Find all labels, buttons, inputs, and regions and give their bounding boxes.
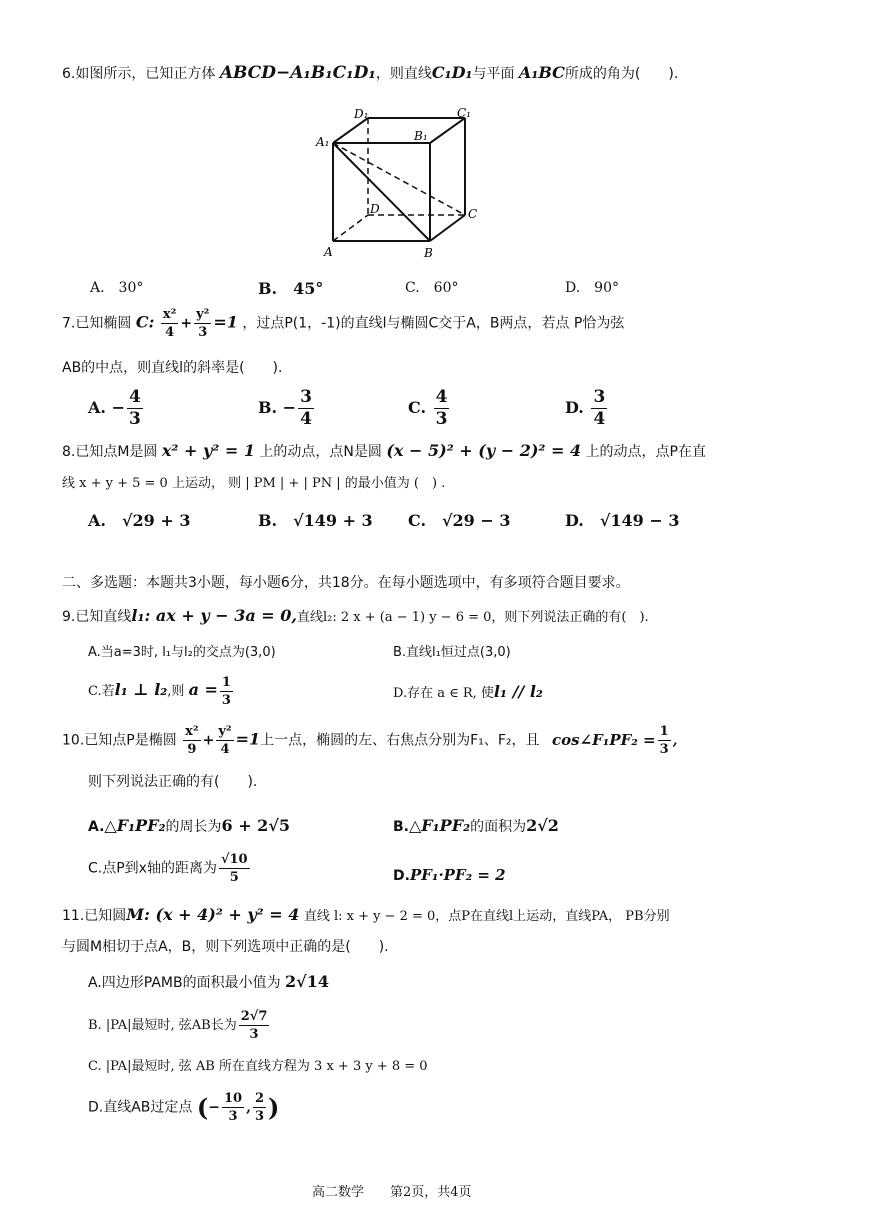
- label-A: A: [324, 245, 333, 259]
- q11-option-b: B. |PA|最短时, 弦AB长为 $\frac{2√7}{3}$: [88, 1009, 268, 1042]
- q11-stem: 11.已知圆M: (x + 4)² + y² = 4 直线 l: x + y − 2 = 0，点P在直线l上运动，直线PA， PB分别: [62, 905, 670, 924]
- q9-option-b: B.直线l₁恒过点(3,0): [393, 645, 511, 660]
- q11-option-c: C. |PA|最短时, 弦 AB 所在直线方程为 3 x + 3 y + 8 = 0: [88, 1059, 428, 1074]
- label-D1: D₁: [354, 107, 369, 121]
- label-B: B: [424, 246, 433, 260]
- q8-option-a: A. √29 + 3: [88, 511, 191, 530]
- label-D: D: [370, 202, 380, 216]
- q10-stem: 10.已知点P是椭圆 $\frac{\text{x²}}{9}$ + $\frac{\text{y²}}{4}$ =1上一点，椭圆的左、右焦点分别为F₁、F₂，且 cos∠F₁PF₂ = $\frac{1}{3}$ ,: [62, 724, 678, 757]
- label-A1: A₁: [316, 135, 330, 149]
- q7-frac-y: $\frac{\text{y²}}{3}$: [196, 307, 210, 340]
- q8-stem-line2: 线 x + y + 5 = 0 上运动， 则 | PM | + | PN | 的最小值为 ( ) .: [62, 476, 446, 491]
- q10-frac-x: $\frac{\text{x²}}{9}$: [185, 724, 199, 757]
- q6-option-b: B. 45°: [258, 279, 324, 298]
- q9-option-d: D.存在 a ∈ R, 使l₁ // l₂: [393, 682, 543, 701]
- q7-frac-x: $\frac{\text{x²}}{4}$: [162, 307, 177, 340]
- q7-option-b: B. − $\frac{3}{4}$: [258, 387, 312, 429]
- q6-cube-figure: [310, 100, 500, 270]
- q10-option-c: C.点P到x轴的距离为 $\frac{√10}{5}$: [88, 852, 248, 885]
- q10-frac-y: $\frac{\text{y²}}{4}$: [218, 724, 232, 757]
- q8-option-d: D. √149 − 3: [565, 511, 680, 530]
- q10-option-a: A.△F₁PF₂的周长为6 + 2√5: [88, 816, 290, 835]
- q10-option-d: D.PF₁·PF₂ = 2: [393, 866, 506, 884]
- q6-line-name: C₁D₁: [431, 63, 473, 82]
- q9-option-a: A.当a=3时, l₁与l₂的交点为(3,0): [88, 645, 276, 660]
- q6-cube-name: ABCD−A₁B₁C₁D₁: [219, 63, 376, 83]
- q7-option-c: C. $\frac{4}{3}$: [408, 387, 448, 429]
- q8-stem: 8.已知点M是圆 x² + y² = 1 上的动点，点N是圆 (x − 5)² + (y − 2)² = 4 上的动点，点P在直: [62, 441, 706, 460]
- q7-option-a: A. − $\frac{4}{3}$: [88, 387, 141, 429]
- label-C1: C₁: [457, 106, 471, 120]
- q6-option-a: A. 30°: [90, 280, 144, 296]
- q11-option-d: D.直线AB过定点 (− $\frac{10}{3}$ , $\frac{2}{3}$ ): [88, 1091, 280, 1124]
- q7-stem-line2: AB的中点，则直线l的斜率是( ).: [62, 360, 283, 376]
- q6-stem: 6.如图所示，已知正方体 ABCD−A₁B₁C₁D₁，则直线C₁D₁与平面 A₁BC所成的角为( ).: [62, 63, 679, 83]
- q11-option-a: A.四边形PAMB的面积最小值为 2√14: [88, 972, 329, 991]
- label-B1: B₁: [414, 129, 428, 143]
- page-footer: 高二数学 第2页，共4页: [312, 1185, 472, 1200]
- q9-option-c: C.若l₁ ⊥ l₂,则 a = $\frac{1}{3}$: [88, 675, 231, 708]
- q6-option-c: C. 60°: [405, 280, 459, 296]
- q8-option-b: B. √149 + 3: [258, 511, 373, 530]
- q8-option-c: C. √29 − 3: [408, 511, 511, 530]
- q10-stem-line2: 则下列说法正确的有( ).: [88, 774, 258, 790]
- section-heading: 二、多选题：本题共3小题，每小题6分，共18分。在每小题选项中，有多项符合题目要求。: [62, 575, 630, 591]
- q7-option-d: D. $\frac{3}{4}$: [565, 387, 606, 429]
- q7-stem: 7.已知椭圆 C: $\frac{\text{x²}}{4}$ + $\frac{\text{y²}}{3}$ =1 ，过点P(1，-1)的直线l与椭圆C交于A，B两点，若点 P恰为弦: [62, 307, 625, 340]
- q10-option-b: B.△F₁PF₂的面积为2√2: [393, 816, 559, 835]
- q6-plane-name: A₁BC: [518, 63, 565, 82]
- q9-stem: 9.已知直线l₁: ax + y − 3a = 0,直线l₂: 2 x + (a − 1) y − 6 = 0，则下列说法正确的有( ).: [62, 606, 649, 625]
- q11-stem-line2: 与圆M相切于点A，B，则下列选项中正确的是( ).: [62, 939, 389, 955]
- q6-option-d: D. 90°: [565, 280, 619, 296]
- label-C: C: [468, 207, 478, 221]
